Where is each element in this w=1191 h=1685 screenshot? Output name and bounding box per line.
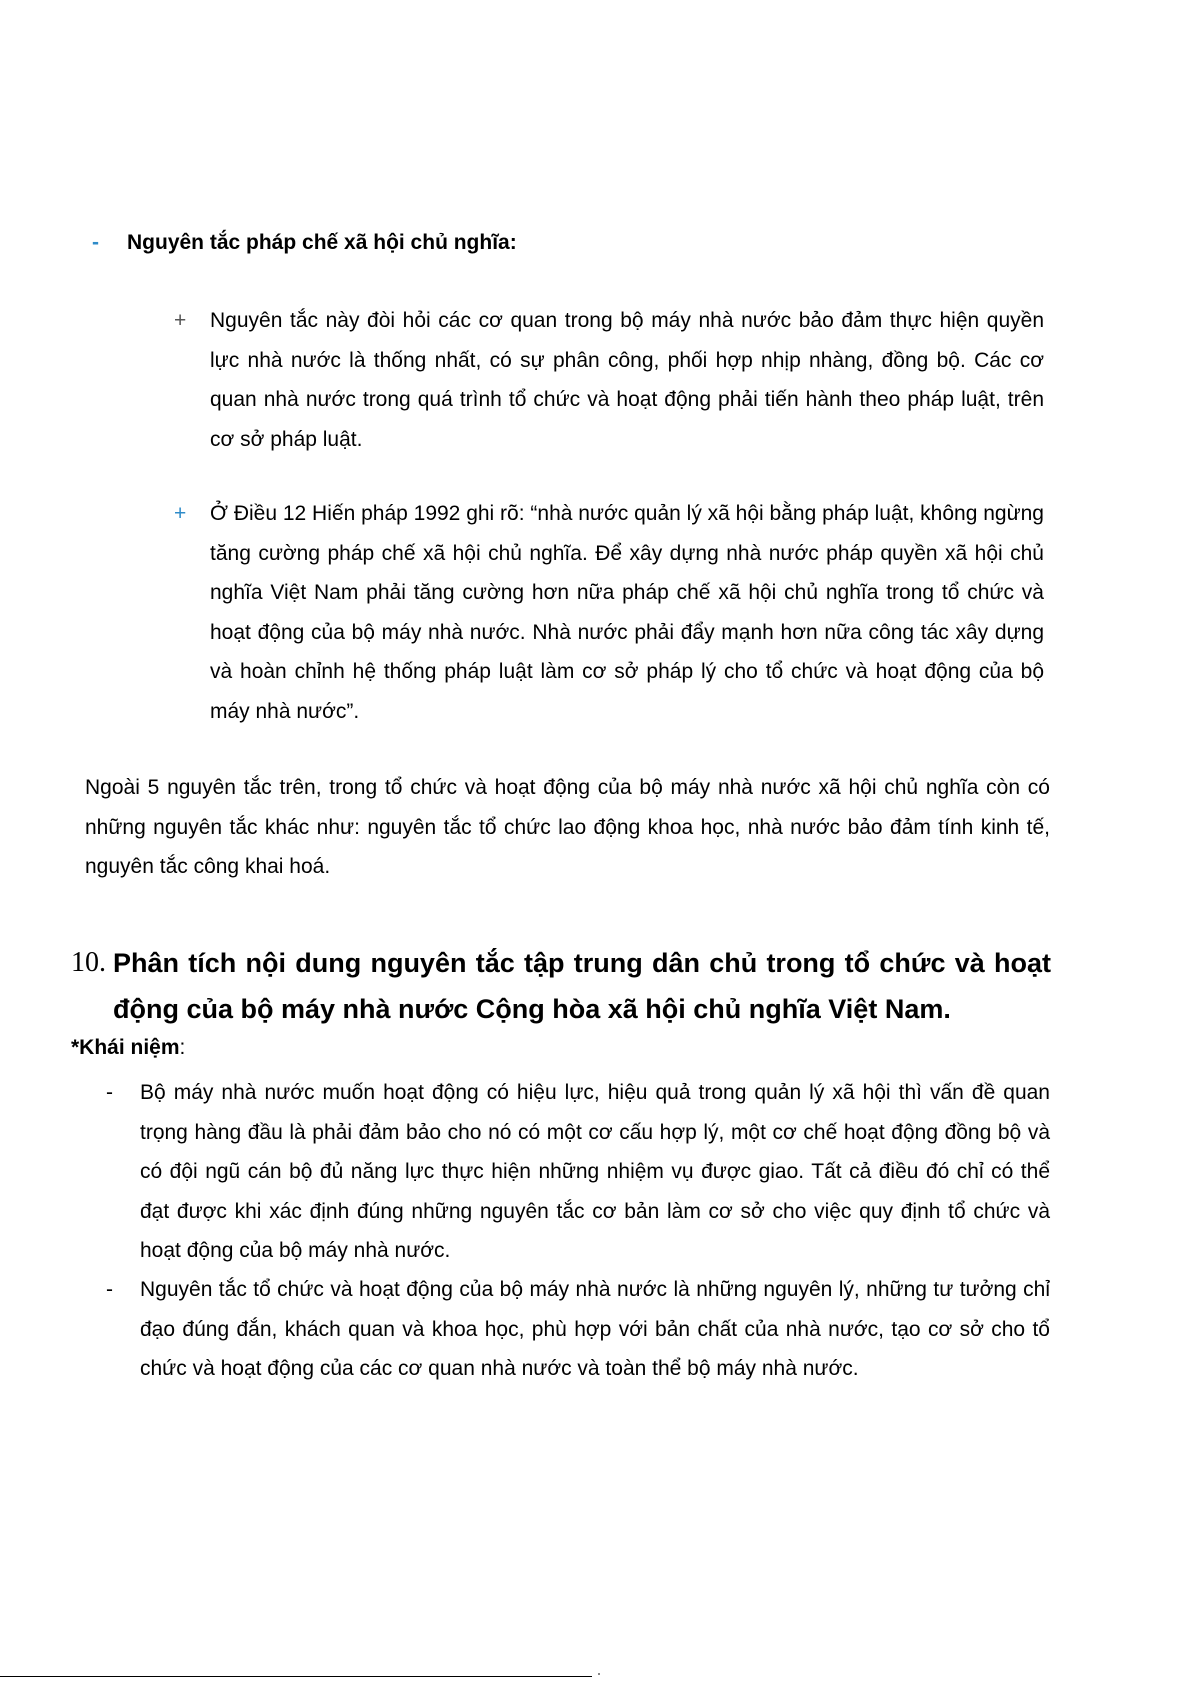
concept-item-1 — [100, 1073, 1050, 1271]
dash-bullet: - — [106, 1278, 113, 1301]
principle-item-1 — [174, 301, 1044, 459]
concept-label-text: *Khái niệm — [71, 1036, 180, 1059]
concept-item-text: Bộ máy nhà nước muốn hoạt động có hiệu lực, hiệu quả trong quản lý xã hội thì vấn đề quan trọng hàng đầu là phải đảm bảo cho nó có một cơ cấu hợp lý, một cơ chế hoạt động đồng bộ và có đội ngũ cán bộ đủ năng lực thực hiện những nhiệm vụ được giao. Tất cả điều đó chỉ có thể đạt được khi xác định đúng những nguyên tắc cơ bản làm cơ sở cho việc quy định tổ chức và hoạt động của bộ máy nhà nước. — [140, 1081, 1050, 1262]
plus-bullet: + — [174, 502, 187, 525]
question-number: 10. — [71, 947, 106, 978]
dash-bullet: - — [106, 1081, 113, 1104]
question-title: Phân tích nội dung nguyên tắc tập trung dân chủ trong tổ chức và hoạt động của bộ máy nhà nước Cộng hòa xã hội chủ nghĩa Việt Nam. — [113, 948, 1051, 1024]
concept-item-2 — [100, 1270, 1050, 1389]
principle-heading-text: Nguyên tắc pháp chế xã hội chủ nghĩa: — [127, 231, 517, 254]
footer-rule — [0, 1676, 592, 1677]
other-principles-paragraph: Ngoài 5 nguyên tắc trên, trong tổ chức và hoạt động của bộ máy nhà nước xã hội chủ nghĩa còn có những nguyên tắc khác như: nguyên tắc tổ chức lao động khoa học, nhà nước bảo đảm tính kinh tế, nguyên tắc công khai hoá. — [85, 776, 1050, 878]
heading-bullet: - — [92, 231, 99, 254]
principle-item-2 — [174, 494, 1044, 731]
plus-bullet: + — [174, 309, 187, 332]
principle-heading — [92, 231, 517, 255]
principle-item-text: Nguyên tắc này đòi hỏi các cơ quan trong bộ máy nhà nước bảo đảm thực hiện quyền lực nhà nước là thống nhất, có sự phân công, phối hợp nhịp nhàng, đồng bộ. Các cơ quan nhà nước trong quá trình tổ chức và hoạt động phải tiến hành theo pháp luật, trên cơ sở pháp luật. — [210, 309, 1044, 451]
concept-label — [71, 1036, 185, 1060]
question-heading — [71, 940, 1051, 1032]
footer-mark — [598, 1673, 600, 1675]
concept-colon: : — [179, 1036, 186, 1059]
concept-item-text: Nguyên tắc tổ chức và hoạt động của bộ máy nhà nước là những nguyên lý, những tư tưởng chỉ đạo đúng đắn, khách quan và khoa học, phù hợp với bản chất của nhà nước, tạo cơ sở cho tổ chức và hoạt động của các cơ quan nhà nước và toàn thể bộ máy nhà nước. — [140, 1278, 1050, 1380]
principle-item-text: Ở Điều 12 Hiến pháp 1992 ghi rõ: “nhà nước quản lý xã hội bằng pháp luật, không ngừng tăng cường pháp chế xã hội chủ nghĩa. Để xây dựng nhà nước pháp quyền xã hội chủ nghĩa Việt Nam phải tăng cường hơn nữa pháp chế xã hội chủ nghĩa trong tổ chức và hoạt động của bộ máy nhà nước. Nhà nước phải đẩy mạnh hơn nữa công tác xây dựng và hoàn chỉnh hệ thống pháp luật làm cơ sở pháp lý cho tổ chức và hoạt động của bộ máy nhà nước”. — [210, 502, 1044, 723]
